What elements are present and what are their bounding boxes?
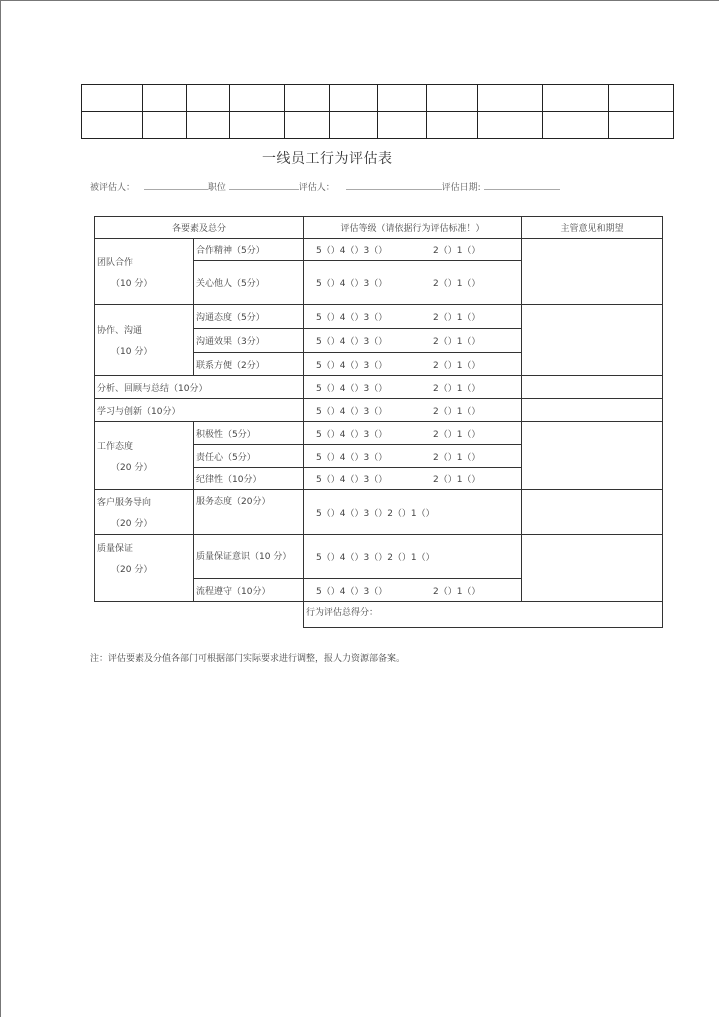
item-label: 合作精神（5分） <box>194 239 304 261</box>
item-label: 质量保证意识（10 分） <box>194 535 304 579</box>
info-line <box>90 180 560 193</box>
score-options[interactable]: 5（）4（）3（） 2（）1（） <box>304 261 522 305</box>
category-score: （20 分） <box>111 519 153 529</box>
table-row <box>95 305 663 329</box>
date-label: 评估日期: <box>441 183 481 193</box>
category-cell <box>95 422 194 490</box>
category-cell <box>95 305 194 376</box>
comments-cell[interactable] <box>522 490 663 535</box>
score-options[interactable]: 5（）4（）3（） 2（）1（） <box>304 305 522 329</box>
header-grid <box>81 84 674 139</box>
header-rating: 评估等级（请依据行为评估标准！） <box>304 217 522 239</box>
score-options[interactable]: 5（）4（）3（） 2（）1（） <box>304 422 522 445</box>
score-options[interactable]: 5（）4（）3（） 2（）1（） <box>304 353 522 376</box>
evaluatee-label: 被评估人： <box>90 183 136 193</box>
comments-cell[interactable] <box>522 305 663 376</box>
category-name: 客户服务导向 <box>97 498 152 508</box>
category-name: 团队合作 <box>97 257 134 268</box>
item-label: 流程遵守（10分） <box>194 579 304 602</box>
total-row <box>95 602 663 628</box>
comments-cell[interactable] <box>522 535 663 602</box>
evaluator-label: 评估人： <box>298 183 335 193</box>
table-row <box>95 376 663 399</box>
score-options[interactable]: 5（）4（）3（）2（）1（） <box>304 490 522 535</box>
evaluation-table <box>94 216 663 628</box>
category-score: （20 分） <box>111 462 153 473</box>
category-name: 学习与创新（10分） <box>95 399 304 422</box>
comments-cell[interactable] <box>522 376 663 399</box>
table-row <box>95 239 663 261</box>
category-score: （10 分） <box>111 347 153 357</box>
item-label: 纪律性（10分） <box>194 468 304 490</box>
table-row <box>95 535 663 579</box>
category-cell <box>95 239 194 305</box>
table-row <box>95 399 663 422</box>
header-comments: 主管意见和期望 <box>522 217 663 239</box>
comments-cell[interactable] <box>522 239 663 305</box>
score-options[interactable]: 5（）4（）3（）2（）1（） <box>304 535 522 579</box>
category-cell <box>95 490 194 535</box>
evaluatee-field[interactable] <box>144 181 208 190</box>
score-options[interactable]: 5（）4（）3（） 2（）1（） <box>304 376 522 399</box>
table-row <box>95 422 663 445</box>
item-label: 积极性（5分） <box>194 422 304 445</box>
item-label: 关心他人（5分） <box>194 261 304 305</box>
score-options[interactable]: 5（）4（）3（） 2（）1（） <box>304 445 522 468</box>
header-factors: 各要素及总分 <box>95 217 304 239</box>
score-options[interactable]: 5（）4（）3（） 2（）1（） <box>304 399 522 422</box>
form-title: 一线员工行为评估表 <box>262 151 393 167</box>
header-row <box>95 217 663 239</box>
item-label: 沟通效果（3分） <box>194 329 304 353</box>
category-score: （20 分） <box>111 565 153 575</box>
total-score[interactable]: 行为评估总得分： <box>304 602 663 628</box>
score-options[interactable]: 5（）4（）3（） 2（）1（） <box>304 468 522 490</box>
table-row <box>95 490 663 535</box>
category-score: （10 分） <box>111 278 153 289</box>
category-name: 质量保证 <box>97 544 134 554</box>
item-label: 责任心（5分） <box>194 445 304 468</box>
category-cell <box>95 535 194 602</box>
date-field[interactable] <box>484 181 560 190</box>
position-field[interactable] <box>229 181 299 190</box>
category-name: 工作态度 <box>97 441 134 452</box>
item-label: 沟通态度（5分） <box>194 305 304 329</box>
comments-cell[interactable] <box>522 399 663 422</box>
category-name: 分析、回顾与总结（10分） <box>95 376 304 399</box>
score-options[interactable]: 5（）4（）3（） 2（）1（） <box>304 579 522 602</box>
position-label: 职位 <box>207 183 226 193</box>
footnote: 注：评估要素及分值各部门可根据部门实际要求进行调整，报人力资源部备案。 <box>90 654 406 664</box>
comments-cell[interactable] <box>522 422 663 490</box>
evaluator-field[interactable] <box>346 181 442 190</box>
score-options[interactable]: 5（）4（）3（） 2（）1（） <box>304 329 522 353</box>
category-name: 协作、沟通 <box>97 326 143 336</box>
item-label: 联系方便（2分） <box>194 353 304 376</box>
item-label: 服务态度（20分） <box>194 490 304 535</box>
score-options[interactable]: 5（）4（）3（） 2（）1（） <box>304 239 522 261</box>
